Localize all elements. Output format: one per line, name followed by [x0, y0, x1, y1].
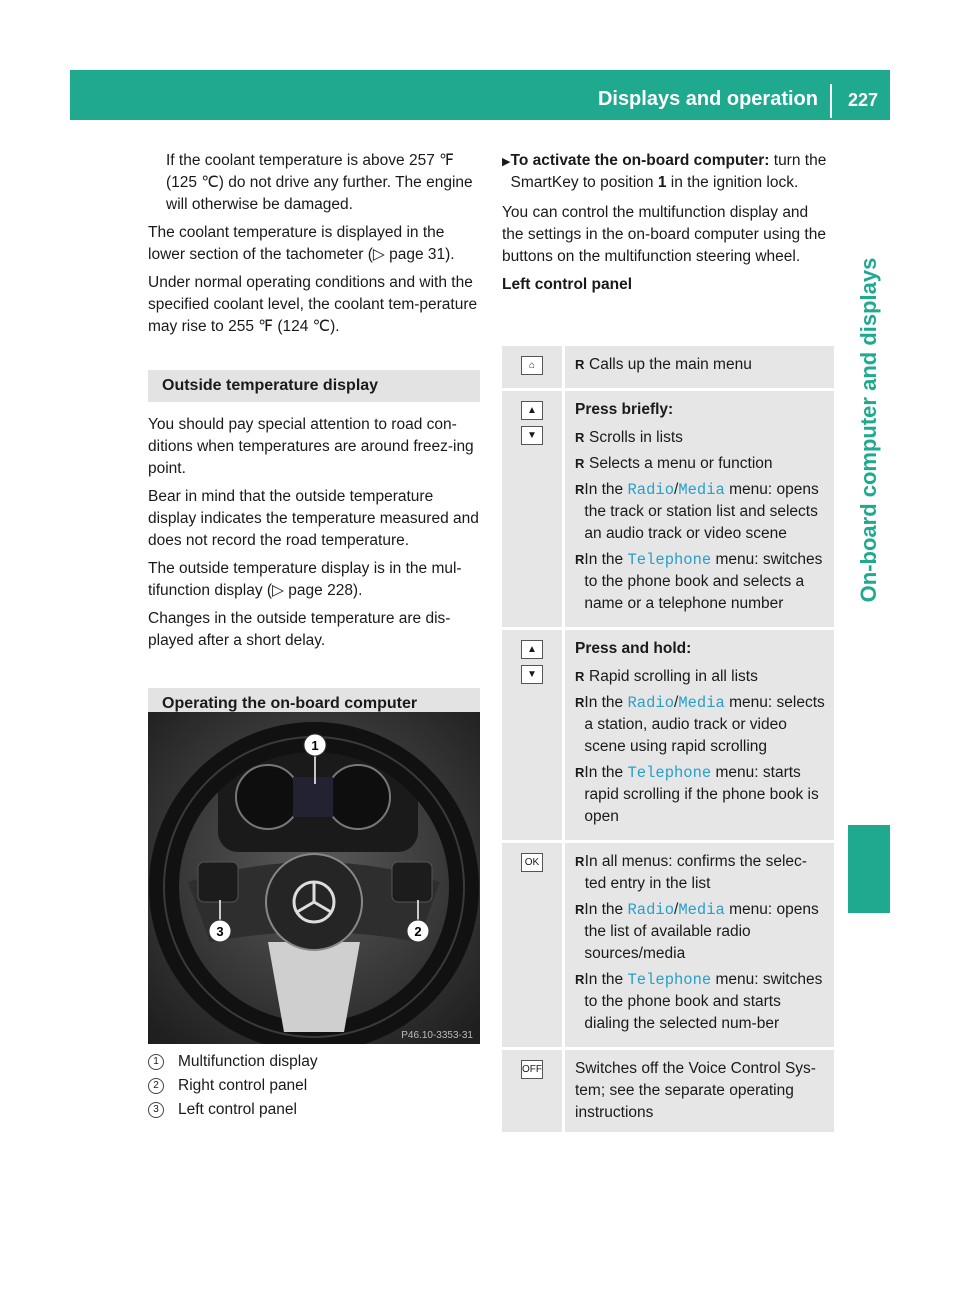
- warning-text: If the coolant temperature is above 257 ℉ (125 ℃) do not drive any further. The engine will otherwise be damaged.: [166, 152, 473, 213]
- photo-code: P46.10-3353-31: [401, 1030, 473, 1041]
- paragraph: Changes in the outside temperature are dis-played after a short delay.: [148, 610, 451, 649]
- side-tab: [848, 120, 890, 1286]
- step-arrow-icon: ▶: [502, 156, 511, 168]
- table-row: ⌂ R Calls up the main menu: [502, 346, 834, 388]
- arrow-down-icon: ▼: [521, 665, 543, 684]
- table-row: ▲ ▼ Press briefly: R Scrolls in lists R Selects a menu or function R In the Radio/Media menu: opens the track or station list and selects an audio track or video scene R In the Telephone menu: switches to the phone book and selects a name or a telephone number: [502, 391, 834, 627]
- side-label: [848, 120, 890, 740]
- legend-text: Multifunction display: [178, 1053, 318, 1070]
- paragraph: Under normal operating conditions and with the specified coolant level, the coolant tem-perature may rise to 255 ℉ (124 ℃).: [148, 274, 478, 335]
- section-heading: Outside temperature display: [148, 370, 480, 402]
- table-row: OK R In all menus: confirms the selec-ted entry in the list R In the Radio/Media menu: opens the list of available radio sources/media R In the Telephone menu: switches to the phone book and starts dialing the selected num-ber: [502, 843, 834, 1047]
- arrow-up-icon: ▲: [521, 401, 543, 420]
- page-number: 227: [847, 90, 878, 110]
- paragraph: The coolant temperature is displayed in the lower section of the tachometer (▷ page 31).: [148, 224, 455, 263]
- header-separator: [830, 84, 832, 118]
- table-row: ▲ ▼ Press and hold: R Rapid scrolling in all lists R In the Radio/Media menu: selects a station, audio track or video scene using rapid scrolling R In the Telephone menu: starts rapid scrolling if the phone book is open: [502, 630, 834, 840]
- legend-item: [148, 1050, 480, 1074]
- left-column: [148, 150, 480, 726]
- legend: [148, 1050, 480, 1122]
- table-row: OFF Switches off the Voice Control Sys-tem; see the separate operating instructions: [502, 1050, 834, 1132]
- steering-wheel-illustration: [148, 712, 480, 1044]
- side-label-text: On-board computer and displays: [856, 257, 881, 603]
- legend-text: Right control panel: [178, 1077, 308, 1094]
- legend-item: [148, 1074, 480, 1098]
- instruction-step: ▶ To activate the on-board computer: turn the SmartKey to position 1 in the ignition lock.: [502, 150, 834, 194]
- svg-text:2: 2: [414, 924, 422, 939]
- voice-off-icon: OFF: [521, 1060, 543, 1079]
- side-block: [848, 825, 890, 913]
- callout-1: [304, 734, 326, 756]
- svg-text:1: 1: [311, 738, 319, 753]
- paragraph: The outside temperature display is in the mul-tifunction display (▷ page 228).: [148, 560, 462, 599]
- legend-text: Left control panel: [178, 1101, 297, 1118]
- legend-item: [148, 1098, 480, 1122]
- section-heading: Operating the on-board computer: [148, 688, 480, 720]
- step-lead: To activate the on-board computer:: [510, 152, 770, 169]
- legend-number: 3: [148, 1102, 164, 1118]
- callout-2: [407, 920, 429, 942]
- callout-3: [209, 920, 231, 942]
- paragraph: You should pay special attention to road con-ditions when temperatures are around freez-ing point.: [148, 416, 474, 477]
- legend-number: 1: [148, 1054, 164, 1070]
- paragraph: You can control the multifunction display and the settings in the on-board computer using the buttons on the multifunction steering wheel.: [502, 204, 826, 265]
- right-column: [502, 150, 834, 302]
- header-title: Displays and operation: [597, 88, 818, 110]
- control-table: [502, 346, 834, 1135]
- panel-title: Left control panel: [502, 276, 633, 293]
- ok-icon: OK: [521, 853, 543, 872]
- arrow-up-icon: ▲: [521, 640, 543, 659]
- header-bar: [70, 70, 890, 120]
- paragraph: Bear in mind that the outside temperature display indicates the temperature measured and does not record the road temperature.: [148, 488, 479, 549]
- svg-text:3: 3: [216, 924, 224, 939]
- arrow-down-icon: ▼: [521, 426, 543, 445]
- legend-number: 2: [148, 1078, 164, 1094]
- home-icon: ⌂: [521, 356, 543, 375]
- steering-wheel-photo: [148, 712, 480, 1044]
